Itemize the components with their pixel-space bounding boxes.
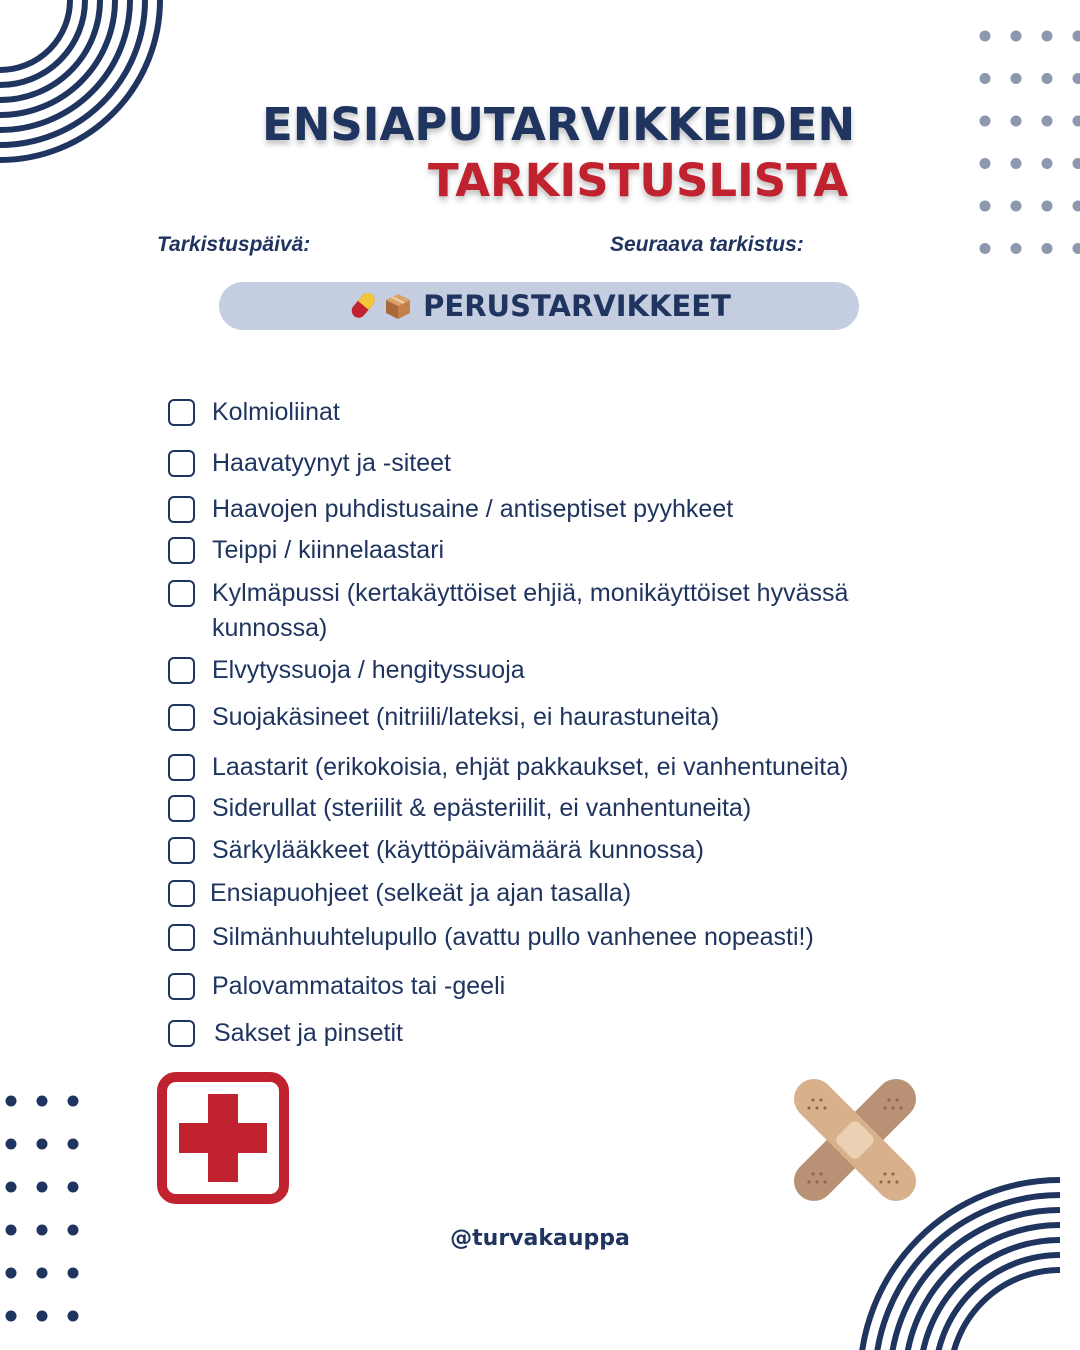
decorative-dot (1042, 243, 1053, 254)
checklist-item[interactable] (168, 537, 892, 568)
decorative-dot (1073, 243, 1080, 254)
title-line-1: ENSIAPUTARVIKKEIDEN (262, 98, 856, 151)
checklist-item-label: Haavojen puhdistusaine / antiseptiset pyyhkeet (212, 495, 734, 523)
decorative-dot (37, 1139, 48, 1150)
decorative-dots-bottom-left (0, 1090, 90, 1330)
checkbox[interactable] (168, 754, 195, 781)
decorative-dot (6, 1311, 17, 1322)
decorative-dot (37, 1311, 48, 1322)
decorative-dot (1042, 116, 1053, 127)
decorative-dot (6, 1096, 17, 1107)
decorative-dot (1042, 31, 1053, 42)
decorative-dot (1011, 73, 1022, 84)
checklist-item-label: Kolmioliinat (212, 398, 340, 426)
decorative-dot (37, 1268, 48, 1279)
checklist-item[interactable] (168, 450, 892, 481)
checkbox[interactable] (168, 496, 195, 523)
checkbox[interactable] (168, 580, 195, 607)
decorative-dot (68, 1096, 79, 1107)
checkbox[interactable] (168, 450, 195, 477)
decorative-dot (68, 1311, 79, 1322)
decorative-dot (980, 243, 991, 254)
decorative-dot (37, 1182, 48, 1193)
checklist-item[interactable] (168, 580, 892, 646)
section-header (219, 282, 859, 330)
checklist-item-label: Sakset ja pinsetit (214, 1019, 403, 1047)
first-aid-cross-icon (157, 1072, 289, 1204)
title-line-2: TARKISTUSLISTA (428, 154, 849, 207)
checkbox[interactable] (168, 399, 195, 426)
decorative-dot (6, 1182, 17, 1193)
checklist-item[interactable] (168, 496, 892, 527)
checkbox[interactable] (168, 704, 195, 731)
checkbox[interactable] (168, 657, 195, 684)
decorative-dot (1042, 73, 1053, 84)
checklist-item-label: Kylmäpussi (kertakäyttöiset ehjiä, monikäyttöiset hyvässä kunnossa) (212, 579, 849, 642)
decorative-dot (68, 1139, 79, 1150)
checkbox[interactable] (168, 1020, 195, 1047)
section-icons (347, 289, 413, 323)
checklist-item-label: Elvytyssuoja / hengityssuoja (212, 656, 525, 684)
decorative-dot (1011, 31, 1022, 42)
checklist-item-label: Siderullat (steriilit & epästeriilit, ei vanhentuneita) (212, 794, 752, 822)
decorative-dot (6, 1268, 17, 1279)
decorative-dot (1011, 158, 1022, 169)
checkbox[interactable] (168, 880, 195, 907)
decorative-dot (1073, 73, 1080, 84)
pill-icon (347, 289, 381, 323)
checklist-item-label: Silmänhuuhtelupullo (avattu pullo vanhenee nopeasti!) (212, 923, 814, 951)
checklist-item-label: Suojakäsineet (nitriili/lateksi, ei haurastuneita) (212, 703, 720, 731)
checklist-item-label: Laastarit (erikokoisia, ehjät pakkaukset, ei vanhentuneita) (212, 753, 849, 781)
checklist-item[interactable] (168, 754, 892, 785)
checklist-item-label: Teippi / kiinnelaastari (212, 536, 445, 564)
decorative-dot (1011, 116, 1022, 127)
checklist-item[interactable] (168, 880, 890, 911)
checklist-item[interactable] (168, 795, 892, 826)
checklist-item[interactable] (168, 1020, 894, 1051)
check-date-label: Tarkistuspäivä: (157, 233, 311, 256)
decorative-dot (980, 73, 991, 84)
checklist-item-label: Ensiapuohjeet (selkeät ja ajan tasalla) (210, 879, 632, 907)
decorative-dot (1073, 116, 1080, 127)
checkbox[interactable] (168, 924, 195, 951)
checklist-item[interactable] (168, 399, 892, 430)
decorative-dot (980, 31, 991, 42)
decorative-dot (1011, 201, 1022, 212)
decorative-dots-top-right (975, 25, 1080, 265)
decorative-dot (37, 1096, 48, 1107)
decorative-dot (1042, 158, 1053, 169)
checkbox[interactable] (168, 837, 195, 864)
section-title: PERUSTARVIKKEET (423, 289, 731, 323)
checkbox[interactable] (168, 973, 195, 1000)
package-icon (383, 291, 413, 321)
checkbox[interactable] (168, 795, 195, 822)
decorative-dot (6, 1139, 17, 1150)
checklist-item[interactable] (168, 924, 892, 955)
decorative-dot (980, 201, 991, 212)
decorative-dot (1073, 201, 1080, 212)
decorative-arcs-top-left (0, 0, 170, 170)
decorative-dot (980, 116, 991, 127)
checklist-item-label: Särkylääkkeet (käyttöpäivämäärä kunnossa) (212, 836, 704, 864)
decorative-dot (1073, 31, 1080, 42)
decorative-dot (1042, 201, 1053, 212)
checklist-item[interactable] (168, 973, 892, 1004)
next-check-label: Seuraava tarkistus: (610, 233, 804, 256)
decorative-dot (68, 1182, 79, 1193)
checklist-item[interactable] (168, 657, 892, 688)
bandage-icon (785, 1070, 925, 1210)
checklist-item[interactable] (168, 704, 892, 735)
checklist-item-label: Palovammataitos tai -geeli (212, 972, 506, 1000)
checklist-item-label: Haavatyynyt ja -siteet (212, 449, 451, 477)
decorative-dot (1073, 158, 1080, 169)
decorative-dot (980, 158, 991, 169)
decorative-dot (68, 1268, 79, 1279)
decorative-dot (1011, 243, 1022, 254)
checkbox[interactable] (168, 537, 195, 564)
social-handle: @turvakauppa (450, 1226, 630, 1251)
checklist-item[interactable] (168, 837, 892, 868)
